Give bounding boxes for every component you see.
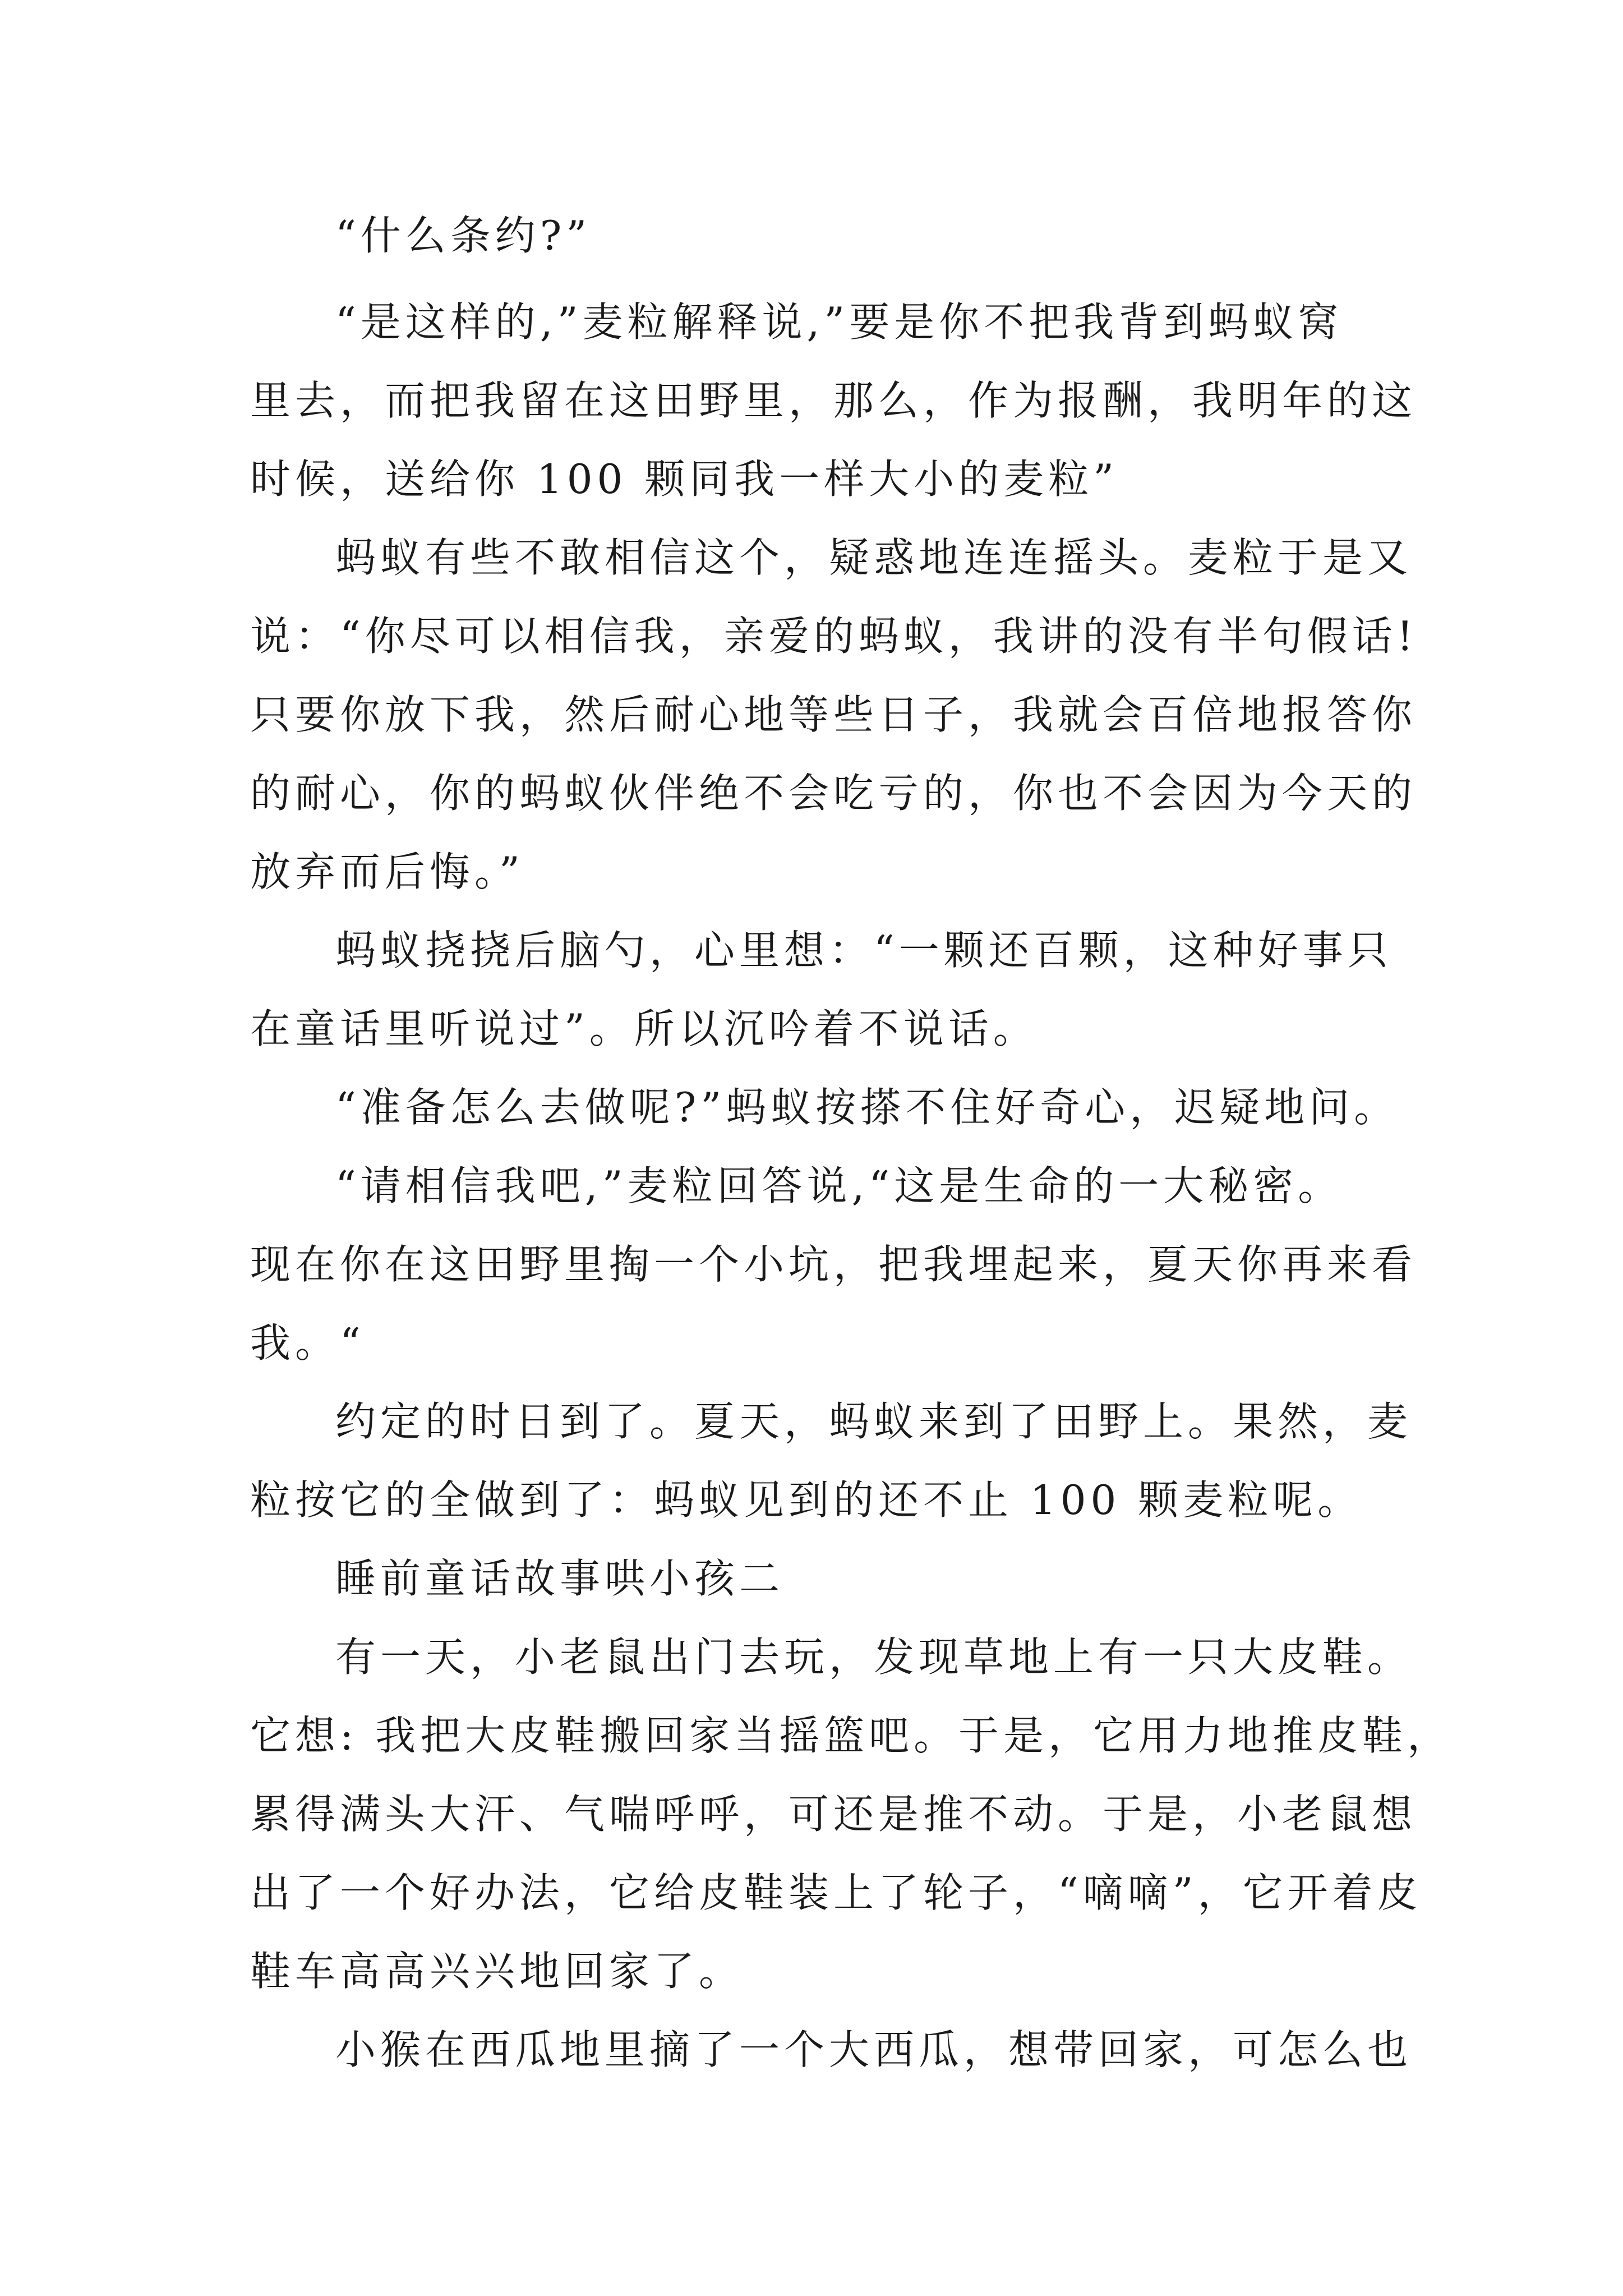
text-line: 的耐心，你的蚂蚁伙伴绝不会吃亏的，你也不会因为今天的 <box>250 770 1417 817</box>
text-line: “是这样的,”麦粒解释说,”要是你不把我背到蚂蚁窝 <box>335 298 1343 346</box>
section-heading: 睡前童话故事哄小孩二 <box>335 1555 785 1602</box>
text-line: 蚂蚁挠挠后脑勺，心里想：“一颗还百颗，这种好事只 <box>335 927 1393 974</box>
text-line: 我。“ <box>250 1319 365 1366</box>
text-line: 鞋车高高兴兴地回家了。 <box>250 1948 744 1995</box>
text-line: “请相信我吧,”麦粒回答说,“这是生命的一大秘密。 <box>335 1162 1343 1209</box>
text-line: 在童话里听说过”。所以沉吟着不说话。 <box>250 1005 1038 1052</box>
text-line: 约定的时日到了。夏天，蚂蚁来到了田野上。果然，麦 <box>335 1398 1413 1445</box>
text-line: 它想: 我把大皮鞋搬回家当摇篮吧。于是，它用力地推皮鞋， <box>250 1712 1453 1759</box>
text-line: “什么条约?” <box>335 212 592 259</box>
text-line: 时候，送给你 100 颗同我一样大小的麦粒” <box>250 455 1119 503</box>
text-line: 只要你放下我，然后耐心地等些日子，我就会百倍地报答你 <box>250 691 1417 738</box>
text-line: 出了一个好办法，它给皮鞋装上了轮子，“嘀嘀”，它开着皮 <box>250 1869 1422 1916</box>
text-line: “准备怎么去做呢?”蚂蚁按搽不住好奇心，迟疑地问。 <box>335 1084 1399 1131</box>
text-line: 有一天，小老鼠出门去玩，发现草地上有一只大皮鞋。 <box>335 1634 1413 1681</box>
text-line: 小猴在西瓜地里摘了一个大西瓜，想带回家，可怎么也 <box>335 2026 1413 2073</box>
text-line: 粒按它的全做到了：蚂蚁见到的还不止 100 颗麦粒呢。 <box>250 1476 1363 1524</box>
text-line: 蚂蚁有些不敢相信这个，疑惑地连连摇头。麦粒于是又 <box>335 534 1413 581</box>
text-line: 现在你在这田野里掏一个小坑，把我埋起来，夏天你再来看 <box>250 1241 1417 1288</box>
text-line: 累得满头大汗、气喘呼呼，可还是推不动。于是，小老鼠想 <box>250 1791 1417 1838</box>
text-line: 放弃而后悔。” <box>250 848 524 895</box>
text-line: 说：“你尽可以相信我，亲爱的蚂蚁，我讲的没有半句假话! <box>250 613 1418 660</box>
text-line: 里去，而把我留在这田野里，那么，作为报酬，我明年的这 <box>250 377 1417 424</box>
